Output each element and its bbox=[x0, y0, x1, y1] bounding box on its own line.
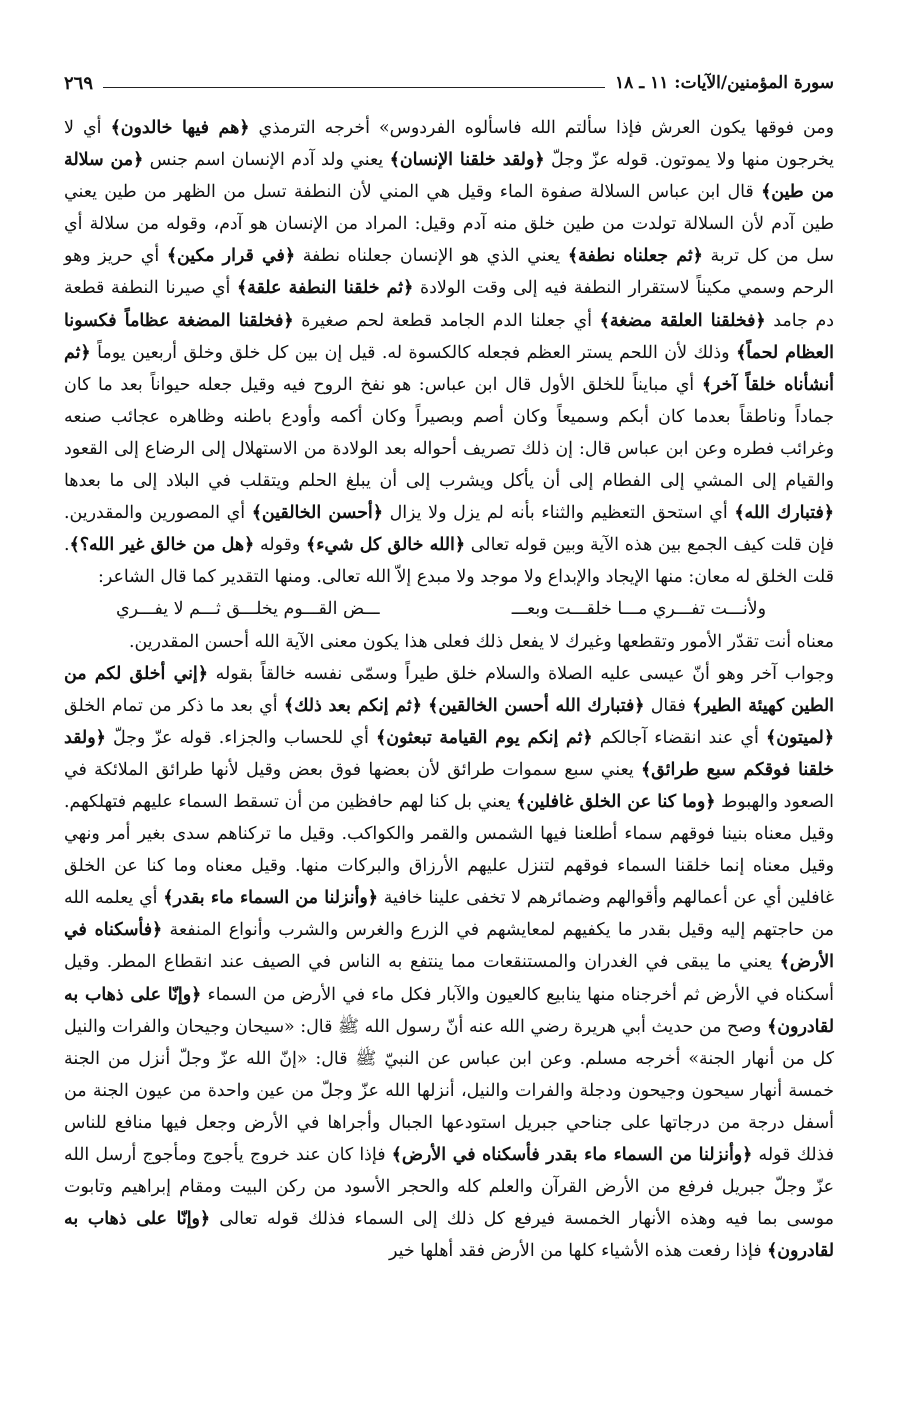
quran-quote: ﴿فخلقنا العلقة مضغة﴾ bbox=[599, 310, 766, 331]
quran-quote: ﴿ثم جعلناه نطفة﴾ bbox=[567, 246, 703, 267]
quran-quote: ﴿وإنّا على ذهاب به لقادرون﴾ bbox=[64, 984, 834, 1037]
quran-quote: ﴿هل من خالق غير الله؟﴾ bbox=[69, 535, 255, 556]
text-run: أي عند انقضاء آجالكم bbox=[592, 727, 767, 748]
text-run: أي للحساب والجزاء. قوله عزّ وجلّ bbox=[105, 727, 376, 748]
quran-quote: ﴿فأسكناه في الأرض﴾ bbox=[64, 920, 834, 973]
text-run: أي جعلنا الدم الجامد قطعة لحم صغيرة bbox=[293, 310, 600, 331]
quran-quote: ﴿وأنزلنا من السماء ماء بقدر فأسكناه في الأرض﴾ bbox=[391, 1145, 753, 1165]
quran-quote: ﴿ثم إنكم يوم القيامة تبعثون﴾ bbox=[376, 727, 593, 748]
quran-quote: ﴿الله خالق كل شيء﴾ bbox=[306, 535, 466, 556]
text-run: يعني ولد آدم الإنسان اسم جنس bbox=[143, 150, 390, 171]
quran-quote: ﴿ثم خلقنا النطفة علقة﴾ bbox=[236, 278, 414, 299]
header-title: سورة المؤمنين/الآيات: ١١ ـ ١٨ bbox=[615, 73, 834, 93]
header-rule bbox=[103, 87, 605, 88]
text-run: يعني سبع سموات طرائق لأن بعضها فوق بعض وقيل لأنها طرائق الملائكة في الصعود والهبوط bbox=[64, 759, 834, 812]
text-run: ومن فوقها يكون العرش فإذا سألتم الله فاسألوه الفردوس» أخرجه الترمذي bbox=[249, 118, 834, 138]
quran-quote: ﴿ولقد خلقنا الإنسان﴾ bbox=[389, 150, 545, 171]
text-run: أي لا يخرجون منها ولا يموتون. قوله عزّ وجلّ bbox=[64, 118, 834, 171]
quran-quote: ﴿ثم إنكم بعد ذلك﴾ bbox=[283, 695, 422, 716]
text-run: وصح من حديث أبي هريرة رضي الله عنه أنّ رسول الله ﷺ قال: «سيحان وجيحان والفرات والنيل كل من أنهار الجنة» أخرجه مسلم. وعن ابن عباس عن النبيّ ﷺ قال: «إنّ الله عزّ وجلّ أنزل من الجنة خمسة أنهار سيحون وجيحون ودجلة والفرات والنيل، أنزلها الله عزّ وجلّ من عين واحدة من عيون الجنة من أسفل درجة من درجاتها على جناحي جبريل استودعها الجبال وأجراها في الأرض وجعل فيها منافع للناس فذلك قوله bbox=[64, 1016, 834, 1165]
text-run: أي حريز وهو الرحم وسمي مكيناً لاستقرار النطفة فيه إلى وقت الولادة bbox=[64, 246, 834, 299]
quran-quote: ﴿وما كنا عن الخلق غافلين﴾ bbox=[516, 791, 716, 812]
quran-quote: ﴿إني أخلق لكم من الطين كهيئة الطير﴾ bbox=[64, 663, 834, 716]
paragraph-2: معناه أنت تقدّر الأمور وتقطعها وغيرك لا يفعل ذلك فعلى هذا يكون معنى الآية الله أحسن المقدرين. bbox=[129, 631, 834, 652]
text-run: فإذا رفعت هذه الأشياء كلها من الأرض فقد أهلها خير bbox=[389, 1241, 768, 1262]
text-run: يعني ما يبقى في الغدران والمستنقعات مما ينتفع به الناس في الصيف عند انقطاع المطر. وقيل أسكناه في الأرض ثم أخرجناه منها ينابيع كالعيون والآبار فكل ماء في الأرض من السماء bbox=[64, 952, 834, 1005]
quran-quote: ﴿فخلقنا المضغة عظاماً فكسونا العظام لحماً﴾ bbox=[64, 310, 834, 363]
quran-quote: ﴿وأنزلنا من السماء ماء بقدر﴾ bbox=[163, 888, 378, 909]
quran-quote: ﴿ثم أنشأناه خلقاً آخر﴾ bbox=[64, 342, 834, 395]
text-run: أي مبايناً للخلق الأول قال ابن عباس: هو نفخ الروح فيه وقيل جعله حيواناً بعد ما كان جماداً وناطقاً بعدما كان أبكم وسميعاً وكان أصم وبصيراً وكان أكمه وأودع باطنه وظاهره عجائب صنعه وغرائب فطره وعن ابن عباس قال: إن ذلك تصريف أحواله بعد الولادة من الاستهلال إلى الرضاع إلى القعود والقيام إلى المشي إلى الفطام إلى أن يأكل ويشرب إلى أن يبلغ الحلم ويتقلب في البلاد إلى ما بعدها bbox=[64, 374, 834, 492]
text-run: وذلك لأن اللحم يستر العظم فجعله كالكسوة له. قيل إن بين كل خلق وخلق أربعين يوماً bbox=[90, 342, 737, 363]
page-number: ٢٦٩ bbox=[64, 72, 94, 94]
quran-quote: ﴿ولقد خلقنا فوقكم سبع طرائق﴾ bbox=[64, 727, 834, 780]
text-run: وقوله bbox=[254, 535, 307, 556]
running-header bbox=[64, 68, 834, 98]
body-text bbox=[64, 112, 834, 1267]
text-run: يعني بل كنا لهم حافظين من أن تسقط السماء عليهم فتهلكهم. وقيل معناه بنينا فوقهم سماء أطلعنا فيها الشمس والقمر والكواكب. وقيل ما تركناهم سدى بغير أمر ونهي وقيل معناه إنما خلقنا السماء فوقهم لتنزل عليهم الأرزاق والبركات منها. وقيل معناه وما كنا عن الخلق غافلين أي عن أعمالهم وأقوالهم وضمائرهم لا تخفى علينا خافية bbox=[64, 791, 835, 909]
quran-quote: ﴿من سلالة من طين﴾ bbox=[64, 150, 834, 203]
text-run: وجواب آخر وهو أنّ عيسى عليه الصلاة والسلام خلق طيراً وسمّى نفسه خالقاً بقوله bbox=[207, 663, 834, 684]
quran-quote: ﴿هم فيها خالدون﴾ bbox=[110, 118, 250, 138]
quran-quote: ﴿أحسن الخالقين﴾ bbox=[251, 503, 383, 524]
poem-verse bbox=[64, 593, 834, 625]
text-run: أي استحق التعظيم والثناء بأنه لم يزل ولا يزال bbox=[382, 503, 735, 524]
text-run: أي يعلمه الله من حاجتهم إليه وقيل بقدر ما يكفيهم لمعايشهم في الزرع والغرس والشرب وأنواع المنفعة bbox=[64, 888, 834, 941]
poem-second-hemistich: ـــض القـــوم يخلـــق ثـــم لا يفـــري bbox=[116, 599, 380, 620]
paragraph-3 bbox=[64, 658, 834, 1268]
text-run: أي بعد ما ذكر من تمام الخلق bbox=[64, 695, 284, 716]
text-run: أي صيرنا النطفة قطعة دم جامد bbox=[64, 278, 834, 331]
text-run: . قلت الخلق له معان: منها الإيجاد والإبداع ولا موجد ولا مبدع إلاّ الله تعالى. ومنها التقدير كما قال الشاعر: bbox=[64, 535, 834, 588]
quran-quote: ﴿لميتون﴾ bbox=[766, 727, 835, 748]
text-run: فإذا كان عند خروج يأجوج ومأجوج أرسل الله عزّ وجلّ جبريل فرفع من الأرض القرآن والعلم كله والحجر الأسود من ركن البيت ومقام إبراهيم وتابوت موسى بما فيه وهذه الأنهار الخمسة فيرفع كل ذلك إلى السماء فذلك قوله تعالى bbox=[64, 1145, 834, 1230]
paragraph-1 bbox=[64, 112, 834, 593]
text-run: أي المصورين والمقدرين. فإن قلت كيف الجمع بين هذه الآية وبين قوله تعالى bbox=[64, 503, 834, 556]
quran-quote: ﴿فتبارك الله أحسن الخالقين﴾ bbox=[428, 695, 645, 716]
poem-first-hemistich: ولأنـــت تفـــري مـــا خلقـــت وبعـــ bbox=[511, 599, 766, 620]
text-run: قال ابن عباس السلالة صفوة الماء وقيل هي المني لأن النطفة تسل من الظهر من طين يعني طين آدم لأن السلالة تولدت من طين خلق منه آدم وقيل: المراد من الإنسان هو آدم، وقوله من سلالة أي سل من كل تربة bbox=[64, 182, 834, 267]
text-run: يعني الذي هو الإنسان جعلناه نطفة bbox=[295, 246, 568, 267]
text-run: فقال bbox=[644, 695, 693, 716]
quran-quote: ﴿فتبارك الله﴾ bbox=[734, 503, 834, 524]
quran-quote: ﴿في قرار مكين﴾ bbox=[166, 246, 296, 267]
quran-quote: ﴿وإنّا على ذهاب به لقادرون﴾ bbox=[64, 1209, 834, 1262]
